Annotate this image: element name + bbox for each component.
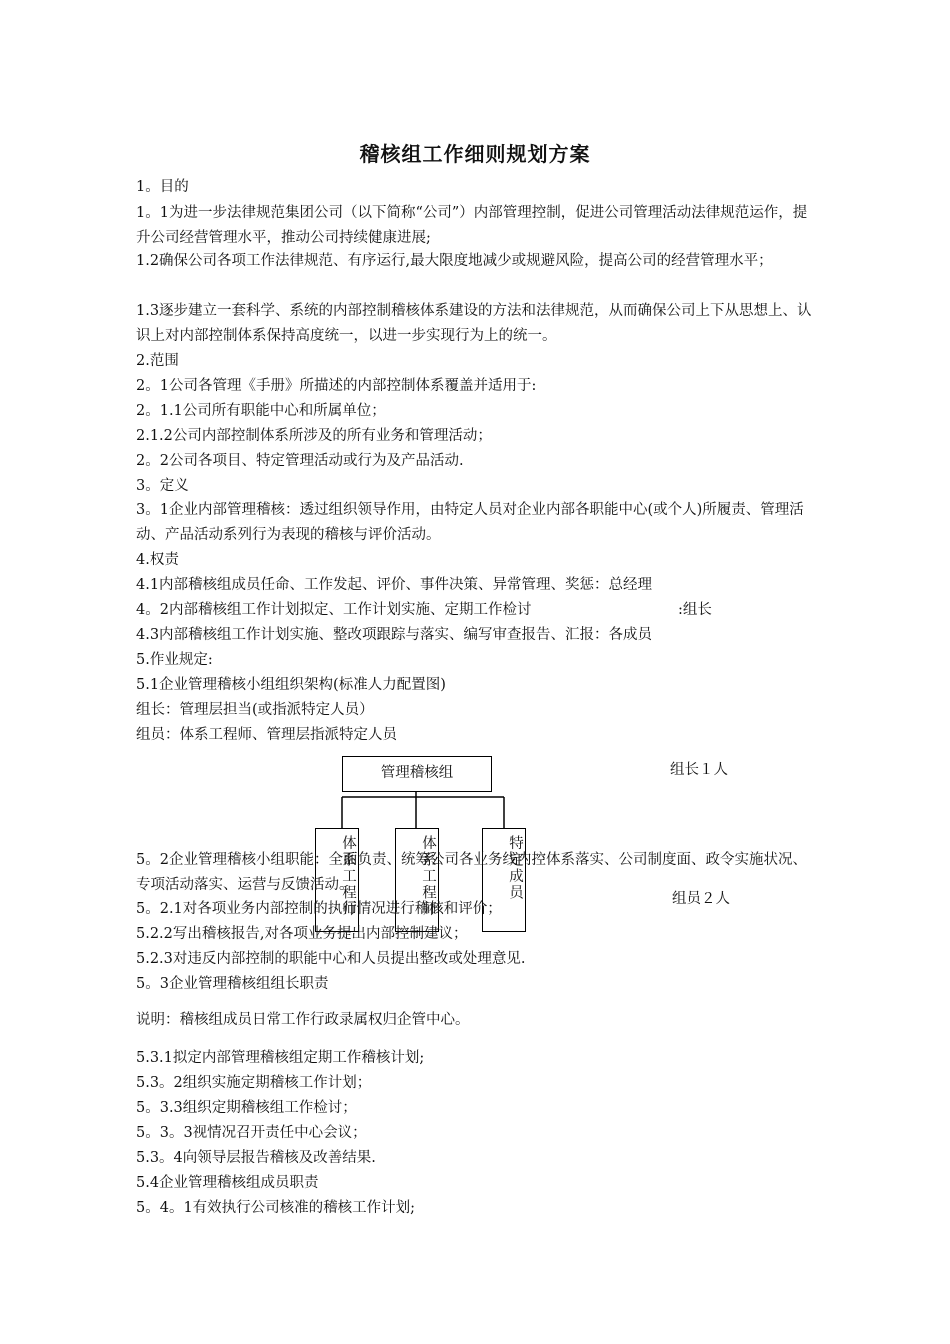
paragraph-5-3-3: 5。3.3组织定期稽核组工作检讨； — [136, 1100, 357, 1116]
org-note-members: 组员２人 — [672, 891, 730, 907]
paragraph-5-2-1: 5。2.1对各项业务内部控制的执行情况进行稽核和评价； — [136, 901, 502, 917]
paragraph-1-3: 1.3逐步建立一套科学、系统的内部控制稽核体系建设的方法和法律规范，从而确保公司上下从思想上、认识上对内部控制体系保持高度统一，以进一步实现行为上的统一。 — [136, 303, 812, 344]
paragraph-1-2: 1.2确保公司各项工作法律规范、有序运行,最大限度地减少或规避风险，提高公司的经营管理水平； — [136, 253, 773, 269]
paragraph-4-2-text: 4。2内部稽核组工作计划拟定、工作计划实施、定期工作检讨 — [136, 602, 532, 618]
paragraph-2-1-2: 2.1.2公司内部控制体系所涉及的所有业务和管理活动； — [136, 428, 492, 444]
paragraph-2-1-1: 2。1.1公司所有职能中心和所属单位； — [136, 403, 386, 419]
paragraph-5-2-2: 5.2.2写出稽核报告,对各项业务提出内部控制建议； — [136, 926, 468, 942]
paragraph-5-3-3b: 5。3。3视情况召开责任中心会议； — [136, 1125, 367, 1141]
section-5-heading: 5.作业规定: — [136, 652, 213, 668]
paragraph-5-4: 5.4企业管理稽核组成员职责 — [136, 1175, 319, 1191]
paragraph-5-3-4: 5.3。4向领导层报告稽核及改善结果. — [136, 1150, 376, 1166]
paragraph-4-3: 4.3内部稽核组工作计划实施、整改项跟踪与落实、编写审查报告、汇报：各成员 — [136, 627, 653, 643]
org-child-box-3: 特定成员 — [482, 828, 526, 932]
org-child-box-1: 体系工程师 — [315, 828, 359, 932]
document-title: 稽核组工作细则规划方案 — [359, 142, 591, 166]
paragraph-3-1: 3。1企业内部管理稽核：透过组织领导作用，由特定人员对企业内部各职能中心(或个人)所履责、管理活动、产品活动系列行为表现的稽核与评价活动。 — [136, 502, 804, 543]
paragraph-5-1: 5.1企业管理稽核小组组织架构(标准人力配置图) — [136, 677, 446, 693]
paragraph-5-2-3: 5.2.3对违反内部控制的职能中心和人员提出整改或处理意见. — [136, 951, 526, 967]
paragraph-5-2: 5。2企业管理稽核小组职能：全面负责、统筹公司各业务线内控体系落实、公司制度面、政令实施状况、专项活动落实、运营与反馈活动。 — [136, 852, 807, 893]
paragraph-5-4-1: 5。4。1有效执行公司核准的稽核工作计划; — [136, 1200, 416, 1216]
paragraph-5-3-1: 5.3.1拟定内部管理稽核组定期工作稽核计划; — [136, 1050, 425, 1066]
members-line: 组员：体系工程师、管理层指派特定人员 — [136, 727, 397, 743]
section-3-heading: 3。定义 — [136, 478, 189, 494]
org-top-box: 管理稽核组 — [342, 756, 492, 792]
section-1-heading: 1。目的 — [136, 179, 189, 195]
note-line: 说明：稽核组成员日常工作行政录属权归企管中心。 — [136, 1012, 470, 1028]
section-4-heading: 4.权责 — [136, 552, 179, 568]
paragraph-5-3-2: 5.3。2组织实施定期稽核工作计划； — [136, 1075, 372, 1091]
paragraph-5-3: 5。3企业管理稽核组组长职责 — [136, 976, 329, 992]
paragraph-1-1: 1。1为进一步法律规范集团公司（以下简称“公司”）内部管理控制，促进公司管理活动法律规范运作，提升公司经营管理水平，推动公司持续健康进展; — [136, 205, 808, 246]
paragraph-2-2: 2。2公司各项目、特定管理活动或行为及产品活动. — [136, 453, 464, 469]
leader-line: 组长：管理层担当(或指派特定人员） — [136, 702, 374, 718]
paragraph-4-1: 4.1内部稽核组成员任命、工作发起、评价、事件决策、异常管理、奖惩：总经理 — [136, 577, 653, 593]
org-child-box-2: 体系工程师 — [395, 828, 439, 932]
paragraph-2-1: 2。1公司各管理《手册》所描述的内部控制体系覆盖并适用于: — [136, 378, 537, 394]
org-note-leader: 组长１人 — [670, 762, 728, 778]
paragraph-4-2-role: :组长 — [678, 602, 712, 618]
section-2-heading: 2.范围 — [136, 353, 179, 369]
